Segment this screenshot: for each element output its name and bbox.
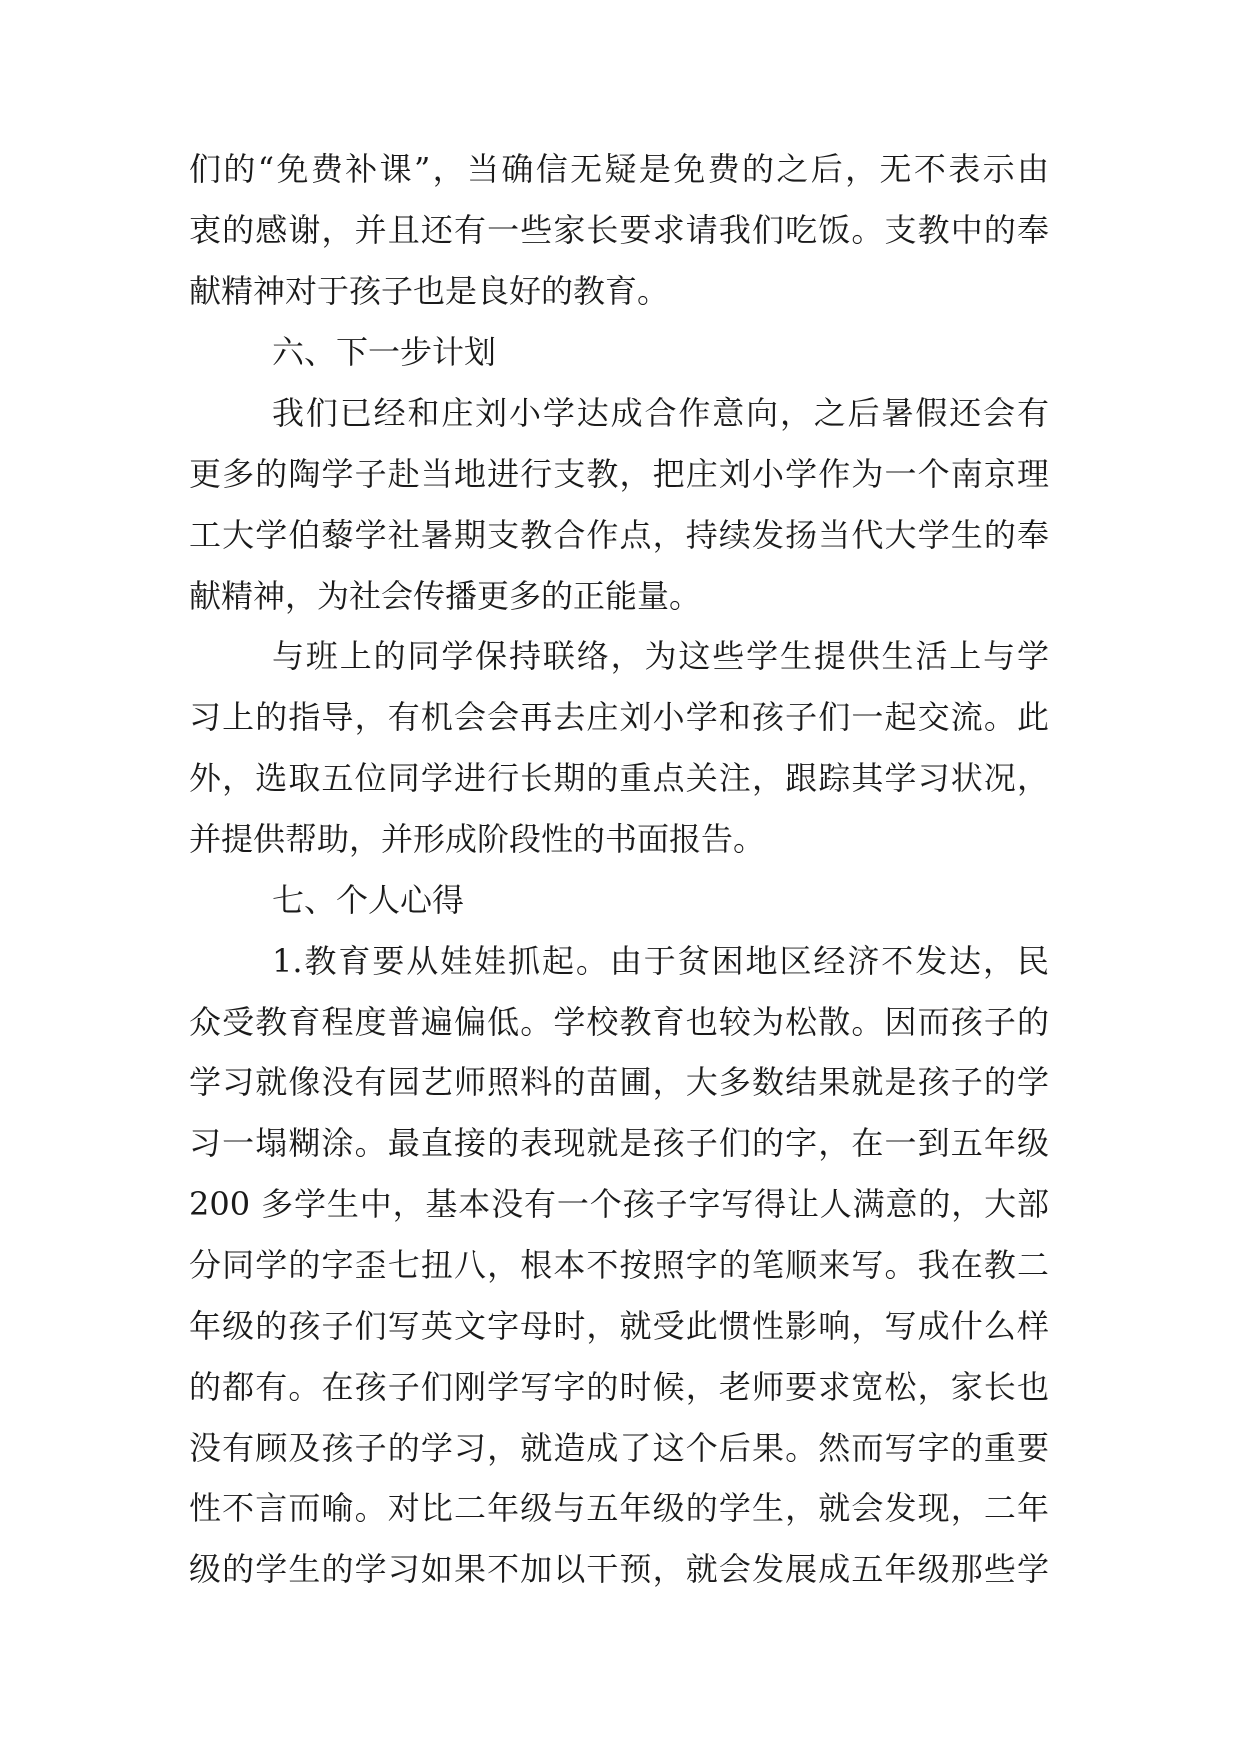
body-text-line: 们的“免费补课”，当确信无疑是免费的之后，无不表示由: [189, 150, 1049, 188]
body-text-line: 的都有。在孩子们刚学写字的时候，老师要求宽松，家长也: [189, 1368, 1049, 1406]
section-heading-next-steps: 六、下一步计划: [272, 333, 497, 371]
section-heading-personal-reflections: 七、个人心得: [272, 881, 465, 919]
body-text-line: 献精神对于孩子也是良好的教育。: [189, 272, 670, 310]
body-text-line: 并提供帮助，并形成阶段性的书面报告。: [189, 820, 766, 858]
body-text-line: 外，选取五位同学进行长期的重点关注，跟踪其学习状况，: [189, 759, 1049, 797]
body-text-line: 更多的陶学子赴当地进行支教，把庄刘小学作为一个南京理: [189, 455, 1049, 493]
body-text-line: 众受教育程度普遍偏低。学校教育也较为松散。因而孩子的: [189, 1003, 1049, 1041]
body-text-line: 性不言而喻。对比二年级与五年级的学生，就会发现，二年: [189, 1489, 1049, 1527]
body-text-line: 习上的指导，有机会会再去庄刘小学和孩子们一起交流。此: [189, 698, 1049, 736]
body-text-line: 没有顾及孩子的学习，就造成了这个后果。然而写字的重要: [189, 1429, 1049, 1467]
body-text-line: 级的学生的学习如果不加以干预，就会发展成五年级那些学: [189, 1550, 1049, 1588]
body-text-line: 我们已经和庄刘小学达成合作意向，之后暑假还会有: [272, 394, 1049, 432]
body-text-line: 年级的孩子们写英文字母时，就受此惯性影响，写成什么样: [189, 1307, 1049, 1345]
body-text-line: 分同学的字歪七扭八，根本不按照字的笔顺来写。我在教二: [189, 1246, 1049, 1284]
body-text-line: 献精神，为社会传播更多的正能量。: [189, 577, 702, 615]
body-text-line: 工大学伯藜学社暑期支教合作点，持续发扬当代大学生的奉: [189, 516, 1049, 554]
body-text-line: 衷的感谢，并且还有一些家长要求请我们吃饭。支教中的奉: [189, 211, 1049, 249]
body-text-line: 学习就像没有园艺师照料的苗圃，大多数结果就是孩子的学: [189, 1063, 1049, 1101]
body-text-line: 习一塌糊涂。最直接的表现就是孩子们的字，在一到五年级: [189, 1124, 1049, 1162]
body-text-line: 与班上的同学保持联络，为这些学生提供生活上与学: [272, 637, 1049, 675]
body-text-line: 1.教育要从娃娃抓起。由于贫困地区经济不发达，民: [272, 942, 1049, 980]
body-text-line: 200 多学生中，基本没有一个孩子字写得让人满意的，大部: [189, 1185, 1049, 1223]
